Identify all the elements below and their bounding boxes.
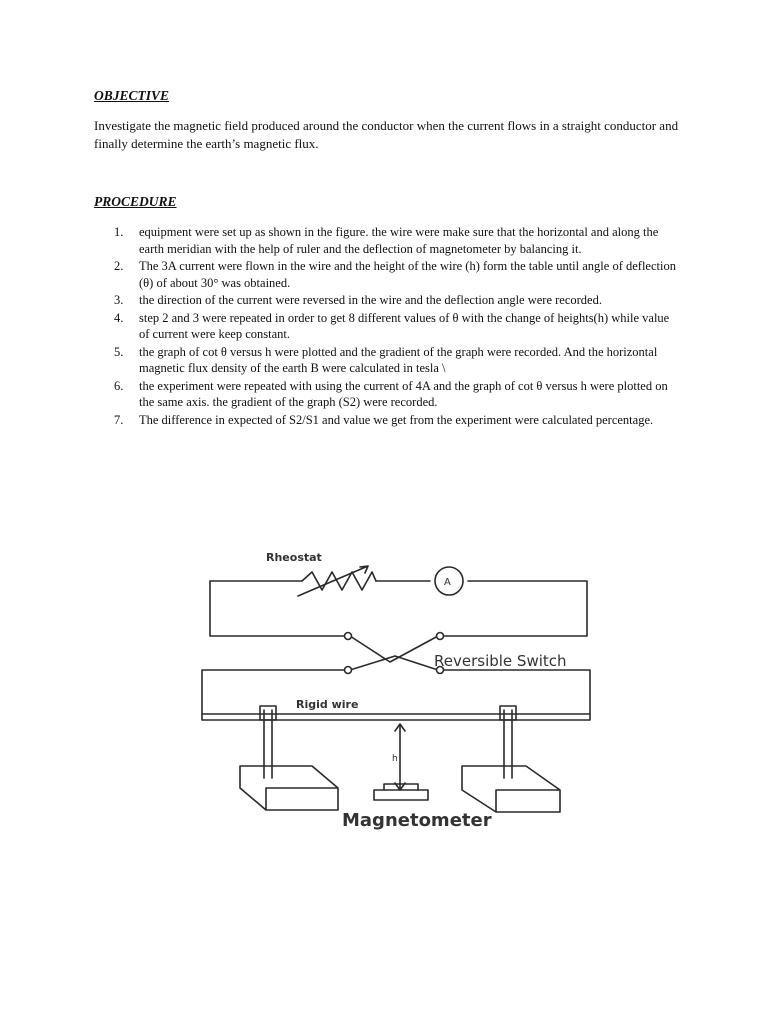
objective-heading: OBJECTIVE xyxy=(94,88,170,103)
rheostat-symbol xyxy=(302,572,376,590)
switch-label: Reversible Switch xyxy=(434,652,567,670)
switch-contact xyxy=(437,633,444,640)
step-text: the direction of the current were reversed in the wire and the deflection angle were recorded. xyxy=(139,293,602,307)
switch-contact xyxy=(345,633,352,640)
step-number: 2. xyxy=(114,259,124,273)
step-number: 1. xyxy=(114,225,124,239)
ammeter-label: A xyxy=(444,577,451,588)
circuit-diagram xyxy=(190,488,640,848)
step-number: 4. xyxy=(114,310,124,325)
step-number: 5. xyxy=(114,344,124,359)
clamp-left xyxy=(260,706,276,720)
step-number: 7. xyxy=(114,412,124,427)
rigid-wire-label: Rigid wire xyxy=(296,698,359,711)
step-text: step 2 and 3 were repeated in order to get 8 different values of θ with the change of heights(h) while value of current were keep constant. xyxy=(139,310,670,341)
magnetometer-label: Magnetometer xyxy=(342,810,492,831)
base-right xyxy=(462,766,560,812)
clamp-right xyxy=(500,706,516,720)
step-number: 6. xyxy=(114,378,124,393)
switch-contact xyxy=(345,667,352,674)
procedure-step xyxy=(114,412,679,429)
switch-cross-wire xyxy=(350,636,438,662)
procedure-heading: PROCEDURE xyxy=(94,194,177,209)
procedure-step xyxy=(114,292,679,309)
rheostat-label: Rheostat xyxy=(266,551,322,564)
procedure-step xyxy=(114,378,679,411)
magnetometer-body xyxy=(374,790,428,800)
height-label: h xyxy=(392,754,398,764)
step-text: equipment were set up as shown in the figure. the wire were make sure that the horizontal and along the earth meridian with the help of ruler and the deflection of magnetometer by balancing it. xyxy=(139,225,659,256)
procedure-step xyxy=(114,310,679,343)
step-text: the graph of cot θ versus h were plotted and the gradient of the graph were recorded. And the horizontal magnetic flux density of the earth B were calculated in tesla \ xyxy=(139,344,658,375)
switch-cross-wire xyxy=(350,656,438,670)
procedure-step xyxy=(114,258,679,291)
step-text: The difference in expected of S2/S1 and value we get from the experiment were calculated percentage. xyxy=(139,412,654,427)
base-left xyxy=(240,766,338,810)
step-number: 3. xyxy=(114,293,124,307)
procedure-step xyxy=(114,224,679,257)
circuit-wire xyxy=(210,581,345,636)
step-text: The 3A current were flown in the wire and the height of the wire (h) form the table until angle of deflection (θ) of about 30° was obtained. xyxy=(139,259,676,290)
procedure-steps xyxy=(114,224,679,429)
step-text: the experiment were repeated with using the current of 4A and the graph of cot θ versus h were plotted on the same axis. the gradient of the graph (S2) were recorded. xyxy=(139,378,668,409)
objective-text: Investigate the magnetic field produced around the conductor when the current flows in a straight conductor and finally determine the earth’s magnetic flux. xyxy=(94,118,679,151)
circuit-wire xyxy=(440,581,587,636)
procedure-step xyxy=(114,344,679,377)
